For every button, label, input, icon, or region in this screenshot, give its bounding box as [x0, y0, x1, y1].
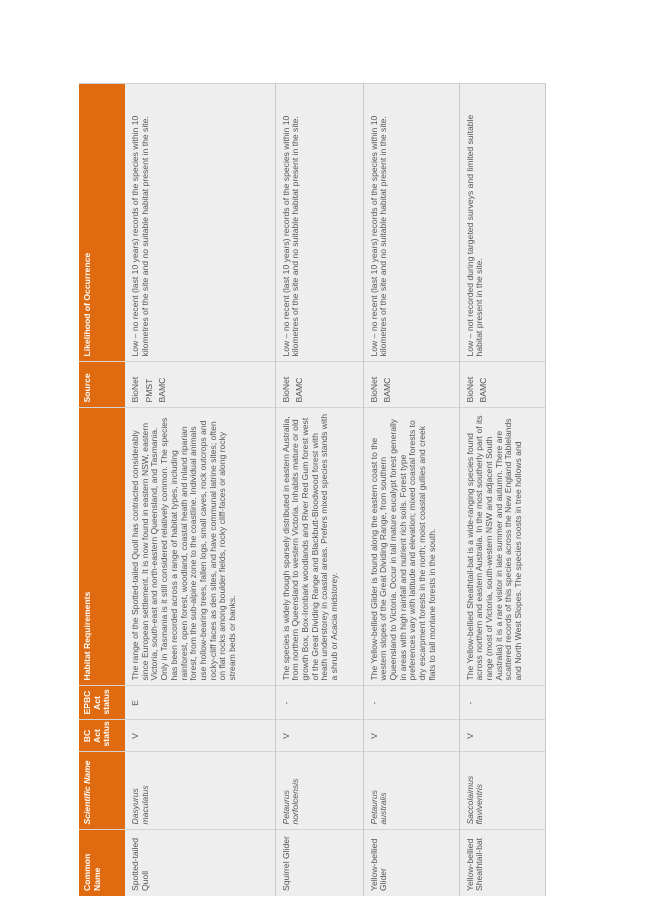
- header-scientific-name: Scientific Name: [79, 752, 125, 830]
- table-row: [459, 84, 545, 896]
- epbc-status-cell: -: [275, 686, 363, 720]
- bc-status-cell: V: [459, 720, 545, 752]
- header-common-name: Common Name: [79, 830, 125, 896]
- epbc-status-cell: -: [459, 686, 545, 720]
- likelihood-cell: Low – no recent (last 10 years) records of the species within 10 kilometres of the site and no suitable habitat present in the site.: [275, 84, 363, 362]
- bc-status-cell: V: [275, 720, 363, 752]
- common-name-cell: Yellow-bellied Sheathtail-bat: [459, 830, 545, 896]
- source-item: BAMC: [157, 377, 168, 403]
- header-row: [79, 84, 125, 896]
- header-habitat-requirements: Habitat Requirements: [79, 408, 125, 686]
- table-row: [363, 84, 459, 896]
- source-item: BioNet: [280, 376, 291, 403]
- source-item: PMST: [143, 378, 154, 403]
- source-item: BioNet: [130, 376, 140, 403]
- header-epbc-act-status: EPBC Act status: [79, 686, 125, 720]
- bc-status-cell: V: [363, 720, 459, 752]
- source-cell: [459, 362, 545, 408]
- header-source: Source: [79, 362, 125, 408]
- scientific-name-cell: Dasyurus maculatus: [125, 752, 275, 830]
- source-item: BioNet: [368, 376, 379, 403]
- likelihood-cell: Low – no recent (last 10 years) records of the species within 10 kilometres of the site and no suitable habitat present in the site.: [363, 84, 459, 362]
- source-item: BAMC: [382, 377, 393, 403]
- scientific-name-cell: Petaurus norfolcensis: [275, 752, 363, 830]
- source-cell: [275, 362, 363, 408]
- rotated-page: [79, 84, 587, 896]
- header-likelihood: Likelihood of Occurrence: [79, 84, 125, 362]
- scientific-name-cell: Saccolaimus flaviventris: [459, 752, 545, 830]
- epbc-status-cell: -: [363, 686, 459, 720]
- epbc-status-cell: E: [125, 686, 275, 720]
- header-bc-act-status: BC Act status: [79, 720, 125, 752]
- source-item: BAMC: [478, 377, 489, 403]
- table-row: [275, 84, 363, 896]
- common-name-cell: Spotted-tailed Quoll: [125, 830, 275, 896]
- common-name-cell: Yellow-bellied Glider: [363, 830, 459, 896]
- source-cell: [125, 362, 275, 408]
- bc-status-cell: V: [125, 720, 275, 752]
- source-item: BAMC: [294, 377, 305, 403]
- threatened-species-table: [79, 84, 546, 897]
- table-row: [125, 84, 275, 896]
- habitat-cell: The species is widely though sparsely distributed in eastern Australia, from northern Queensland to western Victoria. Inhabits mature or old growth Box, Box-Ironbark woodlands and River Red Gum forest west of the Great Dividing Range and Blackbutt-Bloodwood forest with heath understorey in coastal areas. Prefers mixed species stands with a shrub or Acacia midstorey.: [275, 408, 363, 686]
- habitat-cell: The range of the Spotted-tailed Quoll has contracted considerably since European settlement. It is now found in eastern NSW, eastern Victoria, south-east and north-eastern Queensland, and Tasmania. Only in Tasmania is it still considered relatively common. The species has been recorded across a range of habitat types, including rainforest, open forest, woodland, coastal heath and inland riparian forest, from the sub-alpine zone to the coastline. Individual animals use hollow-bearing trees, fallen logs, small caves, rock outcrops and rocky-cliff faces as den sites, and have communal latrine sites; often on flat rocks among boulder fields, rocky cliff-faces or along rocky stream beds or banks.: [125, 408, 275, 686]
- habitat-cell: The Yellow-bellied Sheathtail-bat is a wide-ranging species found across northern and eastern Australia. In the most southerly part of its range (most of Victoria, south-western NSW and adjacent South Australia) it is a rare visitor in late summer and autumn. There are scattered records of this species across the New England Tablelands and North West Slopes. The species roosts in tree hollows and: [459, 408, 545, 686]
- source-item: BioNet: [464, 376, 475, 403]
- habitat-cell: The Yellow-bellied Glider is found along the eastern coast to the western slopes of the Great Dividing Range, from southern Queensland to Victoria. Occur in tall mature eucalypt forest generally in areas with high rainfall and nutrient rich soils. Forest type preferences vary with latitude and elevation; mixed coastal forests to dry escarpment forests in the north; moist coastal gullies and creek flats to tall montane forests in the south.: [363, 408, 459, 686]
- source-cell: [363, 362, 459, 408]
- likelihood-cell: Low – no recent (last 10 years) records of the species within 10 kilometres of the site and no suitable habitat present in the site.: [125, 84, 275, 362]
- likelihood-cell: Low – not recorded during targeted surveys and limited suitable habitat present in the site.: [459, 84, 545, 362]
- common-name-cell: Squirrel Glider: [275, 830, 363, 896]
- scientific-name-cell: Petaurus australis: [363, 752, 459, 830]
